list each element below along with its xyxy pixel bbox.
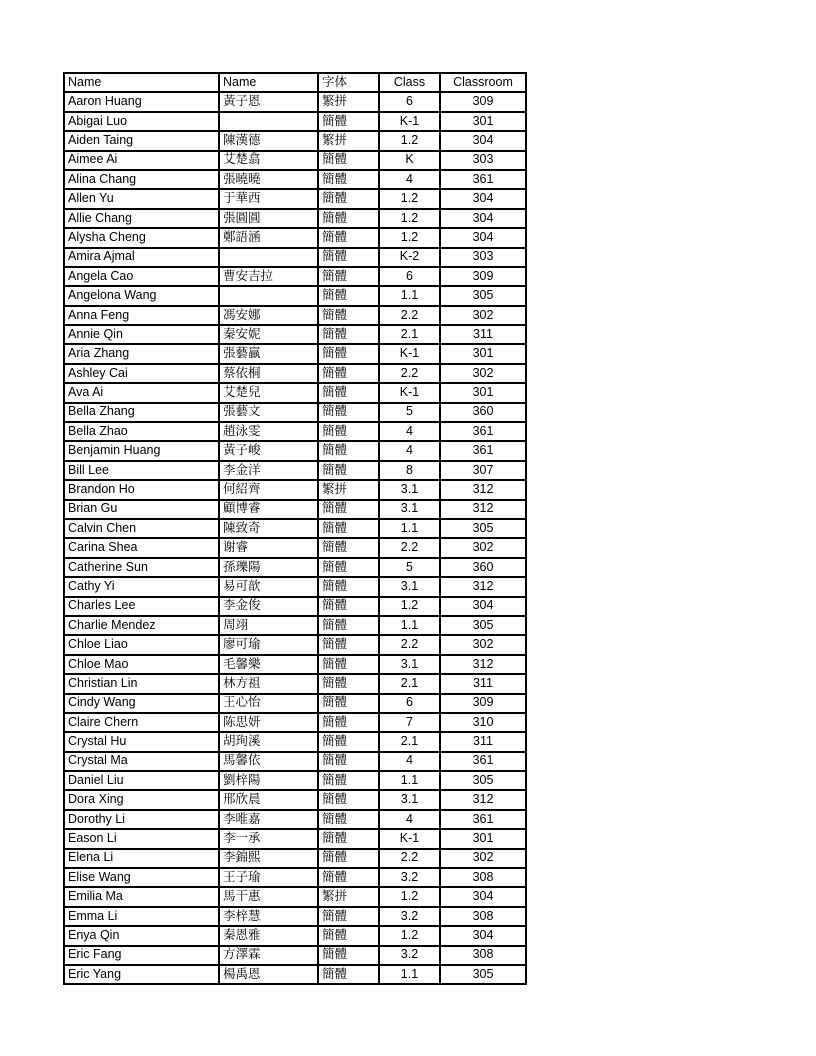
classroom-number: 312 — [440, 480, 526, 499]
table-row — [64, 403, 526, 422]
classroom-number: 308 — [440, 868, 526, 887]
classroom-number: 303 — [440, 248, 526, 267]
font-type: 簡體 — [318, 403, 379, 422]
class-level: 3.1 — [379, 655, 440, 674]
classroom-number: 361 — [440, 441, 526, 460]
student-english-name: Chloe Mao — [64, 655, 219, 674]
classroom-number: 310 — [440, 713, 526, 732]
table-row — [64, 946, 526, 965]
table-row — [64, 500, 526, 519]
class-level: 1.1 — [379, 771, 440, 790]
student-chinese-name — [219, 112, 318, 131]
student-chinese-name: 陈思妍 — [219, 713, 318, 732]
font-type: 簡體 — [318, 946, 379, 965]
font-type: 簡體 — [318, 732, 379, 751]
student-chinese-name: 方澤霖 — [219, 946, 318, 965]
table-row — [64, 209, 526, 228]
font-type: 簡體 — [318, 926, 379, 945]
student-english-name: Brandon Ho — [64, 480, 219, 499]
student-english-name: Crystal Hu — [64, 732, 219, 751]
class-level: 3.1 — [379, 480, 440, 499]
table-row — [64, 790, 526, 809]
classroom-number: 305 — [440, 519, 526, 538]
student-english-name: Eric Fang — [64, 946, 219, 965]
classroom-number: 307 — [440, 461, 526, 480]
student-chinese-name: 李梓慧 — [219, 907, 318, 926]
student-english-name: Bill Lee — [64, 461, 219, 480]
student-chinese-name: 廖可瑜 — [219, 635, 318, 654]
student-english-name: Bella Zhao — [64, 422, 219, 441]
student-english-name: Dorothy Li — [64, 810, 219, 829]
classroom-number: 312 — [440, 790, 526, 809]
student-english-name: Daniel Liu — [64, 771, 219, 790]
classroom-number: 312 — [440, 500, 526, 519]
student-english-name: Enya Qin — [64, 926, 219, 945]
classroom-number: 312 — [440, 577, 526, 596]
class-level: 2.2 — [379, 538, 440, 557]
student-chinese-name: 楊禹恩 — [219, 965, 318, 984]
class-level: K — [379, 151, 440, 170]
table-row — [64, 306, 526, 325]
font-type: 簡體 — [318, 965, 379, 984]
font-type: 繁拼 — [318, 92, 379, 111]
font-type: 簡體 — [318, 286, 379, 305]
class-level: 3.1 — [379, 500, 440, 519]
table-row — [64, 868, 526, 887]
table-row — [64, 422, 526, 441]
student-chinese-name: 鄭語涵 — [219, 228, 318, 247]
student-english-name: Christian Lin — [64, 674, 219, 693]
student-chinese-name — [219, 248, 318, 267]
font-type: 簡體 — [318, 170, 379, 189]
class-level: 6 — [379, 694, 440, 713]
student-chinese-name: 張圓圓 — [219, 209, 318, 228]
table-row — [64, 655, 526, 674]
student-english-name: Brian Gu — [64, 500, 219, 519]
classroom-number: 302 — [440, 635, 526, 654]
student-english-name: Cathy Yi — [64, 577, 219, 596]
class-level: 4 — [379, 752, 440, 771]
student-english-name: Chloe Liao — [64, 635, 219, 654]
class-level: 1.1 — [379, 519, 440, 538]
font-type: 簡體 — [318, 616, 379, 635]
font-type: 簡體 — [318, 713, 379, 732]
classroom-number: 361 — [440, 422, 526, 441]
table-row — [64, 635, 526, 654]
class-level: 1.1 — [379, 616, 440, 635]
student-english-name: Eric Yang — [64, 965, 219, 984]
header-class-level: Class — [379, 73, 440, 92]
classroom-number: 304 — [440, 189, 526, 208]
header-classroom: Classroom — [440, 73, 526, 92]
font-type: 簡體 — [318, 790, 379, 809]
table-row — [64, 538, 526, 557]
student-english-name: Crystal Ma — [64, 752, 219, 771]
classroom-number: 304 — [440, 228, 526, 247]
classroom-number: 304 — [440, 926, 526, 945]
table-row — [64, 558, 526, 577]
font-type: 簡體 — [318, 771, 379, 790]
student-english-name: Alysha Cheng — [64, 228, 219, 247]
table-row — [64, 461, 526, 480]
classroom-number: 361 — [440, 170, 526, 189]
student-chinese-name: 李唯嘉 — [219, 810, 318, 829]
font-type: 簡體 — [318, 267, 379, 286]
font-type: 簡體 — [318, 577, 379, 596]
classroom-number: 309 — [440, 694, 526, 713]
table-row — [64, 170, 526, 189]
student-chinese-name: 趙泳雯 — [219, 422, 318, 441]
table-row — [64, 829, 526, 848]
class-level: 2.2 — [379, 364, 440, 383]
font-type: 簡體 — [318, 306, 379, 325]
font-type: 簡體 — [318, 829, 379, 848]
table-row — [64, 92, 526, 111]
student-english-name: Aaron Huang — [64, 92, 219, 111]
font-type: 簡體 — [318, 752, 379, 771]
student-chinese-name: 林方祖 — [219, 674, 318, 693]
student-chinese-name: 秦安妮 — [219, 325, 318, 344]
class-level: 2.1 — [379, 732, 440, 751]
class-level: 5 — [379, 558, 440, 577]
student-english-name: Bella Zhang — [64, 403, 219, 422]
class-level: K-1 — [379, 344, 440, 363]
student-chinese-name: 邢欣晨 — [219, 790, 318, 809]
table-row — [64, 344, 526, 363]
classroom-number: 302 — [440, 538, 526, 557]
table-row — [64, 674, 526, 693]
student-chinese-name: 何紹齊 — [219, 480, 318, 499]
font-type: 簡體 — [318, 364, 379, 383]
font-type: 簡體 — [318, 655, 379, 674]
student-chinese-name — [219, 286, 318, 305]
class-level: K-1 — [379, 829, 440, 848]
class-level: 7 — [379, 713, 440, 732]
student-chinese-name: 李一承 — [219, 829, 318, 848]
table-row — [64, 383, 526, 402]
classroom-number: 301 — [440, 112, 526, 131]
student-chinese-name: 蔡依桐 — [219, 364, 318, 383]
font-type: 簡體 — [318, 248, 379, 267]
class-level: K-2 — [379, 248, 440, 267]
student-english-name: Eason Li — [64, 829, 219, 848]
student-english-name: Alina Chang — [64, 170, 219, 189]
font-type: 簡體 — [318, 868, 379, 887]
classroom-number: 304 — [440, 209, 526, 228]
student-english-name: Emma Li — [64, 907, 219, 926]
student-chinese-name: 王子瑜 — [219, 868, 318, 887]
classroom-number: 304 — [440, 887, 526, 906]
classroom-number: 302 — [440, 364, 526, 383]
student-english-name: Benjamin Huang — [64, 441, 219, 460]
table-row — [64, 597, 526, 616]
font-type: 簡體 — [318, 383, 379, 402]
classroom-number: 311 — [440, 732, 526, 751]
student-chinese-name: 王心怡 — [219, 694, 318, 713]
student-table-header — [64, 73, 526, 92]
student-chinese-name: 黃子恩 — [219, 92, 318, 111]
font-type: 簡體 — [318, 112, 379, 131]
font-type: 簡體 — [318, 810, 379, 829]
student-english-name: Aria Zhang — [64, 344, 219, 363]
font-type: 簡體 — [318, 441, 379, 460]
student-chinese-name: 艾楚兒 — [219, 383, 318, 402]
student-english-name: Cindy Wang — [64, 694, 219, 713]
student-chinese-name: 張藝贏 — [219, 344, 318, 363]
font-type: 簡體 — [318, 558, 379, 577]
table-row — [64, 849, 526, 868]
table-row — [64, 752, 526, 771]
font-type: 簡體 — [318, 538, 379, 557]
class-level: 1.2 — [379, 597, 440, 616]
font-type: 簡體 — [318, 907, 379, 926]
font-type: 簡體 — [318, 189, 379, 208]
table-row — [64, 732, 526, 751]
table-row — [64, 577, 526, 596]
table-row — [64, 189, 526, 208]
class-level: 5 — [379, 403, 440, 422]
student-chinese-name: 谢睿 — [219, 538, 318, 557]
font-type: 簡體 — [318, 694, 379, 713]
student-chinese-name: 陳漢德 — [219, 131, 318, 150]
class-level: 1.2 — [379, 189, 440, 208]
student-chinese-name: 李金俊 — [219, 597, 318, 616]
class-level: 1.2 — [379, 228, 440, 247]
table-row — [64, 616, 526, 635]
student-english-name: Elena Li — [64, 849, 219, 868]
student-english-name: Allen Yu — [64, 189, 219, 208]
student-chinese-name: 胡珣溪 — [219, 732, 318, 751]
table-row — [64, 965, 526, 984]
classroom-number: 311 — [440, 674, 526, 693]
classroom-number: 301 — [440, 383, 526, 402]
table-row — [64, 713, 526, 732]
class-level: 6 — [379, 267, 440, 286]
classroom-number: 305 — [440, 965, 526, 984]
student-chinese-name: 黃子峻 — [219, 441, 318, 460]
header-row — [64, 73, 526, 92]
student-english-name: Calvin Chen — [64, 519, 219, 538]
table-row — [64, 267, 526, 286]
class-level: 1.1 — [379, 286, 440, 305]
class-level: 3.1 — [379, 790, 440, 809]
class-level: 1.2 — [379, 926, 440, 945]
table-row — [64, 480, 526, 499]
classroom-number: 302 — [440, 849, 526, 868]
student-english-name: Angela Cao — [64, 267, 219, 286]
table-row — [64, 887, 526, 906]
class-level: K-1 — [379, 112, 440, 131]
student-english-name: Aimee Ai — [64, 151, 219, 170]
student-english-name: Ava Ai — [64, 383, 219, 402]
student-english-name: Charles Lee — [64, 597, 219, 616]
classroom-number: 311 — [440, 325, 526, 344]
class-level: 2.2 — [379, 635, 440, 654]
class-level: 6 — [379, 92, 440, 111]
table-row — [64, 771, 526, 790]
student-english-name: Emilia Ma — [64, 887, 219, 906]
student-chinese-name: 劉梓陽 — [219, 771, 318, 790]
class-level: 3.2 — [379, 946, 440, 965]
classroom-number: 305 — [440, 771, 526, 790]
classroom-number: 309 — [440, 267, 526, 286]
font-type: 簡體 — [318, 635, 379, 654]
table-row — [64, 151, 526, 170]
classroom-number: 309 — [440, 92, 526, 111]
class-level: 2.1 — [379, 325, 440, 344]
class-level: 4 — [379, 422, 440, 441]
student-english-name: Abigai Luo — [64, 112, 219, 131]
student-chinese-name: 易可歆 — [219, 577, 318, 596]
classroom-number: 301 — [440, 829, 526, 848]
class-level: 4 — [379, 441, 440, 460]
table-row — [64, 286, 526, 305]
table-row — [64, 248, 526, 267]
classroom-number: 305 — [440, 286, 526, 305]
font-type: 簡體 — [318, 461, 379, 480]
font-type: 繁拼 — [318, 887, 379, 906]
student-roster-table — [63, 72, 527, 985]
student-chinese-name: 顧博睿 — [219, 500, 318, 519]
student-chinese-name: 毛馨樂 — [219, 655, 318, 674]
student-english-name: Ashley Cai — [64, 364, 219, 383]
student-chinese-name: 張藝文 — [219, 403, 318, 422]
student-english-name: Allie Chang — [64, 209, 219, 228]
table-row — [64, 694, 526, 713]
font-type: 簡體 — [318, 325, 379, 344]
font-type: 簡體 — [318, 674, 379, 693]
class-level: 1.2 — [379, 131, 440, 150]
student-chinese-name: 艾楚翕 — [219, 151, 318, 170]
student-english-name: Carina Shea — [64, 538, 219, 557]
student-english-name: Claire Chern — [64, 713, 219, 732]
student-chinese-name: 秦恩雅 — [219, 926, 318, 945]
classroom-number: 361 — [440, 810, 526, 829]
student-chinese-name: 陳致奇 — [219, 519, 318, 538]
student-english-name: Aiden Taing — [64, 131, 219, 150]
header-chinese-name: Name — [219, 73, 318, 92]
table-row — [64, 926, 526, 945]
student-chinese-name: 周翊 — [219, 616, 318, 635]
classroom-number: 305 — [440, 616, 526, 635]
student-chinese-name: 于華西 — [219, 189, 318, 208]
class-level: 4 — [379, 170, 440, 189]
font-type: 簡體 — [318, 597, 379, 616]
student-chinese-name: 馬干惠 — [219, 887, 318, 906]
class-level: K-1 — [379, 383, 440, 402]
classroom-number: 308 — [440, 946, 526, 965]
student-chinese-name: 李錦熙 — [219, 849, 318, 868]
student-chinese-name: 曹安吉拉 — [219, 267, 318, 286]
student-english-name: Annie Qin — [64, 325, 219, 344]
class-level: 1.2 — [379, 209, 440, 228]
class-level: 3.1 — [379, 577, 440, 596]
font-type: 簡體 — [318, 209, 379, 228]
student-english-name: Angelona Wang — [64, 286, 219, 305]
font-type: 簡體 — [318, 422, 379, 441]
table-row — [64, 325, 526, 344]
classroom-number: 312 — [440, 655, 526, 674]
student-chinese-name: 李金洋 — [219, 461, 318, 480]
classroom-number: 304 — [440, 131, 526, 150]
student-english-name: Amira Ajmal — [64, 248, 219, 267]
classroom-number: 308 — [440, 907, 526, 926]
font-type: 簡體 — [318, 849, 379, 868]
student-english-name: Dora Xing — [64, 790, 219, 809]
font-type: 簡體 — [318, 151, 379, 170]
student-chinese-name: 馮安娜 — [219, 306, 318, 325]
font-type: 繁拼 — [318, 480, 379, 499]
class-level: 2.1 — [379, 674, 440, 693]
class-level: 8 — [379, 461, 440, 480]
classroom-number: 361 — [440, 752, 526, 771]
table-row — [64, 228, 526, 247]
class-level: 2.2 — [379, 849, 440, 868]
student-english-name: Anna Feng — [64, 306, 219, 325]
header-font-type: 字体 — [318, 73, 379, 92]
table-row — [64, 907, 526, 926]
font-type: 繁拼 — [318, 131, 379, 150]
class-level: 1.1 — [379, 965, 440, 984]
class-level: 3.2 — [379, 907, 440, 926]
classroom-number: 360 — [440, 558, 526, 577]
table-row — [64, 441, 526, 460]
table-row — [64, 519, 526, 538]
classroom-number: 304 — [440, 597, 526, 616]
table-row — [64, 364, 526, 383]
classroom-number: 302 — [440, 306, 526, 325]
font-type: 簡體 — [318, 228, 379, 247]
student-chinese-name: 馬馨依 — [219, 752, 318, 771]
classroom-number: 303 — [440, 151, 526, 170]
class-level: 4 — [379, 810, 440, 829]
header-english-name: Name — [64, 73, 219, 92]
classroom-number: 360 — [440, 403, 526, 422]
font-type: 簡體 — [318, 344, 379, 363]
class-level: 2.2 — [379, 306, 440, 325]
student-chinese-name: 孫瓅陽 — [219, 558, 318, 577]
classroom-number: 301 — [440, 344, 526, 363]
table-row — [64, 810, 526, 829]
student-table-body — [64, 92, 526, 984]
student-chinese-name: 張曉曉 — [219, 170, 318, 189]
font-type: 簡體 — [318, 519, 379, 538]
student-english-name: Catherine Sun — [64, 558, 219, 577]
font-type: 簡體 — [318, 500, 379, 519]
table-row — [64, 131, 526, 150]
student-english-name: Elise Wang — [64, 868, 219, 887]
table-row — [64, 112, 526, 131]
class-level: 1.2 — [379, 887, 440, 906]
student-english-name: Charlie Mendez — [64, 616, 219, 635]
class-level: 3.2 — [379, 868, 440, 887]
